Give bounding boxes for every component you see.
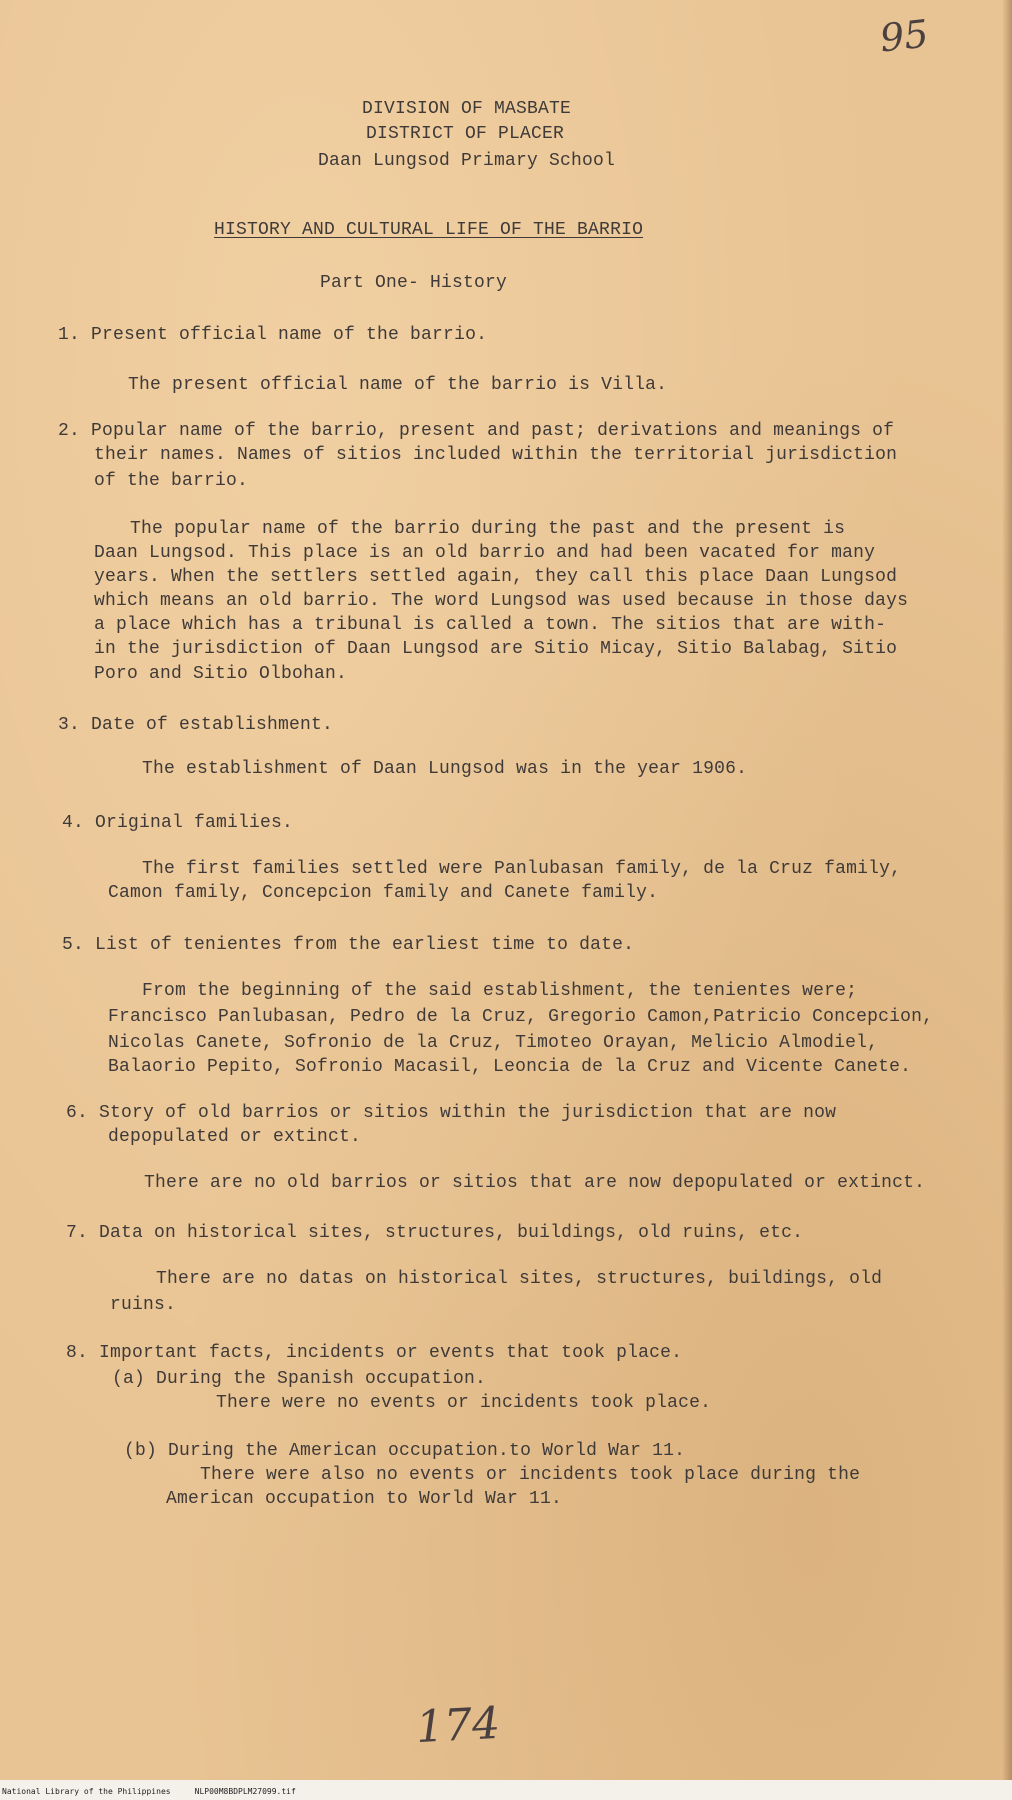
answer-5-line: Balaorio Pepito, Sofronio Macasil, Leoncia de la Cruz and Vicente Canete. bbox=[108, 1057, 912, 1077]
answer-7-line: There are no datas on historical sites, structures, buildings, old bbox=[156, 1269, 883, 1289]
answer-2-line: in the jurisdiction of Daan Lungsod are Sitio Micay, Sitio Balabag, Sitio bbox=[94, 639, 898, 659]
header-division: DIVISION OF MASBATE bbox=[362, 99, 572, 119]
answer-5-line: Nicolas Canete, Sofronio de la Cruz, Timoteo Orayan, Melicio Almodiel, bbox=[108, 1033, 879, 1053]
answer-2-line: The popular name of the barrio during the past and the present is bbox=[130, 519, 846, 539]
question-7: 7. Data on historical sites, structures, buildings, old ruins, etc. bbox=[66, 1223, 804, 1243]
question-2-line: 2. Popular name of the barrio, present and past; derivations and meanings of bbox=[58, 421, 895, 441]
answer-3: The establishment of Daan Lungsod was in the year 1906. bbox=[142, 759, 748, 779]
question-8a: (a) During the Spanish occupation. bbox=[112, 1369, 487, 1389]
answer-8b-line: There were also no events or incidents took place during the bbox=[200, 1465, 861, 1485]
question-8b: (b) During the American occupation.to World War 11. bbox=[124, 1441, 686, 1461]
question-5: 5. List of tenientes from the earliest time to date. bbox=[62, 935, 635, 955]
header-school: Daan Lungsod Primary School bbox=[318, 151, 616, 171]
question-6-line: 6. Story of old barrios or sitios within the jurisdiction that are now bbox=[66, 1103, 837, 1123]
answer-8b-line: American occupation to World War 11. bbox=[166, 1489, 563, 1509]
question-4: 4. Original families. bbox=[62, 813, 294, 833]
answer-5-line: From the beginning of the said establishment, the tenientes were; bbox=[142, 981, 858, 1001]
question-2-line: of the barrio. bbox=[94, 471, 249, 491]
answer-6: There are no old barrios or sitios that are now depopulated or extinct. bbox=[144, 1173, 926, 1193]
answer-2-line: years. When the settlers settled again, they call this place Daan Lungsod bbox=[94, 567, 898, 587]
answer-7-line: ruins. bbox=[110, 1295, 177, 1315]
answer-4-line: Camon family, Concepcion family and Canete family. bbox=[108, 883, 659, 903]
question-8: 8. Important facts, incidents or events that took place. bbox=[66, 1343, 683, 1363]
question-2-line: their names. Names of sitios included within the territorial jurisdiction bbox=[94, 445, 898, 465]
question-6-line: depopulated or extinct. bbox=[108, 1127, 362, 1147]
answer-1: The present official name of the barrio is Villa. bbox=[128, 375, 668, 395]
scan-footer-label: National Library of the Philippines NLP00M8BDPLM27099.tif bbox=[2, 1787, 296, 1796]
answer-2-line: which means an old barrio. The word Lungsod was used because in those days bbox=[94, 591, 909, 611]
page-number-handwritten: 95 bbox=[877, 11, 931, 61]
document-title: HISTORY AND CULTURAL LIFE OF THE BARRIO bbox=[214, 220, 644, 240]
header-district: DISTRICT OF PLACER bbox=[366, 124, 565, 144]
question-3: 3. Date of establishment. bbox=[58, 715, 334, 735]
page-number-bottom-handwritten: 174 bbox=[414, 1697, 502, 1754]
answer-4-line: The first families settled were Panlubasan family, de la Cruz family, bbox=[142, 859, 902, 879]
answer-8a: There were no events or incidents took place. bbox=[216, 1393, 712, 1413]
answer-2-line: Poro and Sitio Olbohan. bbox=[94, 664, 348, 684]
part-heading: Part One- History bbox=[320, 273, 508, 293]
paper-edge-shadow bbox=[1002, 0, 1012, 1780]
answer-2-line: a place which has a tribunal is called a town. The sitios that are with- bbox=[94, 615, 887, 635]
answer-5-line: Francisco Panlubasan, Pedro de la Cruz, Gregorio Camon,Patricio Concepcion, bbox=[108, 1007, 934, 1027]
question-1: 1. Present official name of the barrio. bbox=[58, 325, 488, 345]
answer-2-line: Daan Lungsod. This place is an old barrio and had been vacated for many bbox=[94, 543, 876, 563]
